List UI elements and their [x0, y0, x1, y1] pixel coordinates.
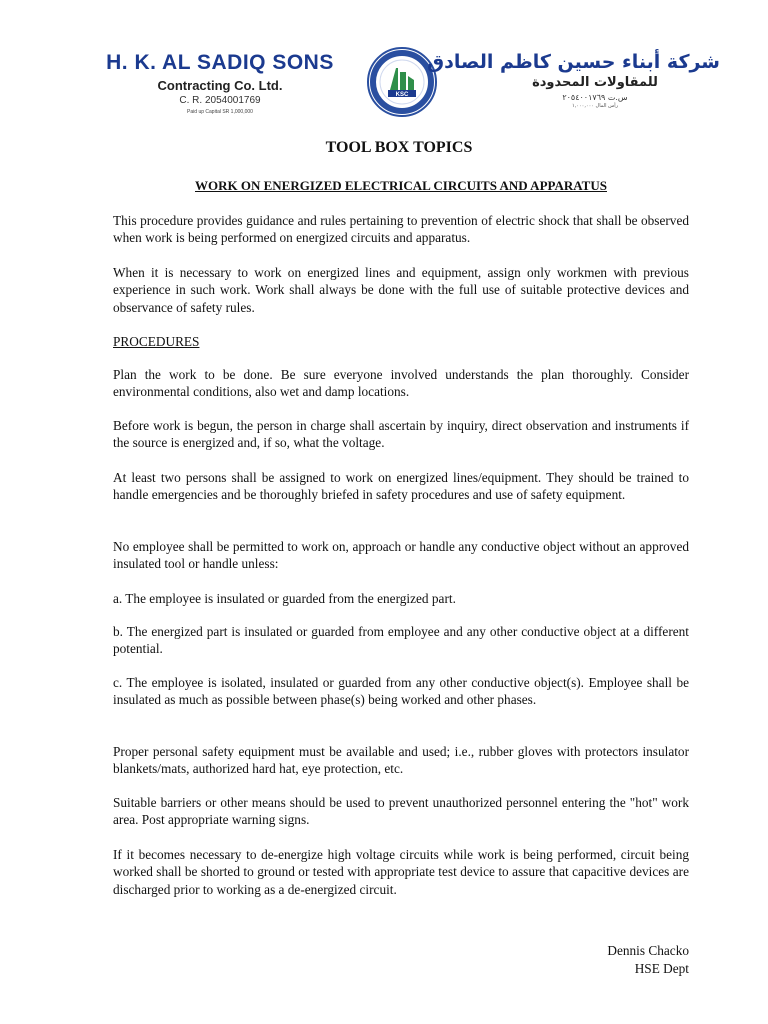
- paid-up-capital-ar: رأس المال ١,٠٠٠,٠٠٠: [571, 103, 619, 109]
- procedure-paragraph-ppe: Proper personal safety equipment must be available and used; i.e., rubber gloves with protectors insulator blankets/mats, authorized hard hat, eye protection, etc.: [113, 744, 689, 777]
- intro-paragraph-2: When it is necessary to work on energized lines and equipment, assign only workmen with previous experience in such work. Work shall always be done with the full use of suitable protective devices and observance of safety rules.: [113, 265, 689, 315]
- company-name-ar: شركة أبناء حسين كاظم الصادق: [427, 51, 720, 73]
- paid-up-capital-en: Paid up Capital SR 1,000,000: [187, 109, 253, 115]
- company-name-arabic-block: [427, 50, 720, 110]
- list-item-c: c. The employee is isolated, insulated or guarded from any other conductive object(s). Employee shall be insulated as much as possible between phase(s) being worked and other phases.: [113, 675, 689, 708]
- company-subtitle-ar: للمقاولات المحدودة: [532, 75, 658, 90]
- procedure-paragraph-two-persons: At least two persons shall be assigned to work on energized lines/equipment. They should be trained to handle emergencies and be thoroughly briefed in safety procedures and use of safety equipment.: [113, 470, 689, 503]
- commercial-registration-en: C. R. 2054001769: [179, 95, 261, 106]
- list-item-b: b. The energized part is insulated or guarded from employee and any other conductive object at a different potential.: [113, 624, 689, 657]
- procedure-paragraph-plan: Plan the work to be done. Be sure everyone involved understands the plan thoroughly. Consider environmental conditions, also wet and damp locations.: [113, 367, 689, 400]
- company-subtitle-en: Contracting Co. Ltd.: [157, 78, 283, 93]
- svg-text:KSC: KSC: [395, 92, 409, 98]
- procedure-paragraph-barriers: Suitable barriers or other means should be used to prevent unauthorized personnel entering the "hot" work area. Post appropriate warning signs.: [113, 795, 689, 828]
- company-name-english-block: [80, 50, 360, 116]
- signature-name: Dennis Chacko: [607, 943, 689, 958]
- document-subtitle: WORK ON ENERGIZED ELECTRICAL CIRCUITS AND APPARATUS: [195, 178, 607, 193]
- procedure-paragraph-check-energized: Before work is begun, the person in charge shall ascertain by inquiry, direct observation and instruments if the source is energized and, if so, what the voltage.: [113, 418, 689, 451]
- procedure-paragraph-de-energize: If it becomes necessary to de-energize high voltage circuits while work is being performed, circuit being worked shall be shorted to ground or tested with appropriate test device to assure that capacitive devices are discharged prior to working as a de-energized circuit.: [113, 847, 689, 897]
- procedures-heading: PROCEDURES: [113, 334, 200, 349]
- commercial-registration-ar: س.ت ٢٠٥٤٠٠١٧٦٩: [562, 93, 628, 102]
- signature-block: [607, 942, 689, 978]
- list-item-a: a. The employee is insulated or guarded from the energized part.: [113, 591, 456, 606]
- document-title: TOOL BOX TOPICS: [325, 139, 473, 156]
- signature-department: HSE Dept: [634, 961, 689, 976]
- intro-paragraph-1: This procedure provides guidance and rules pertaining to prevention of electric shock that shall be observed when work is being performed on energized circuits and apparatus.: [113, 213, 689, 246]
- letterhead: [0, 0, 768, 125]
- procedure-paragraph-insulated-tool: No employee shall be permitted to work on, approach or handle any conductive object without an approved insulated tool or handle unless:: [113, 539, 689, 572]
- company-name-en: H. K. AL SADIQ SONS: [106, 51, 334, 74]
